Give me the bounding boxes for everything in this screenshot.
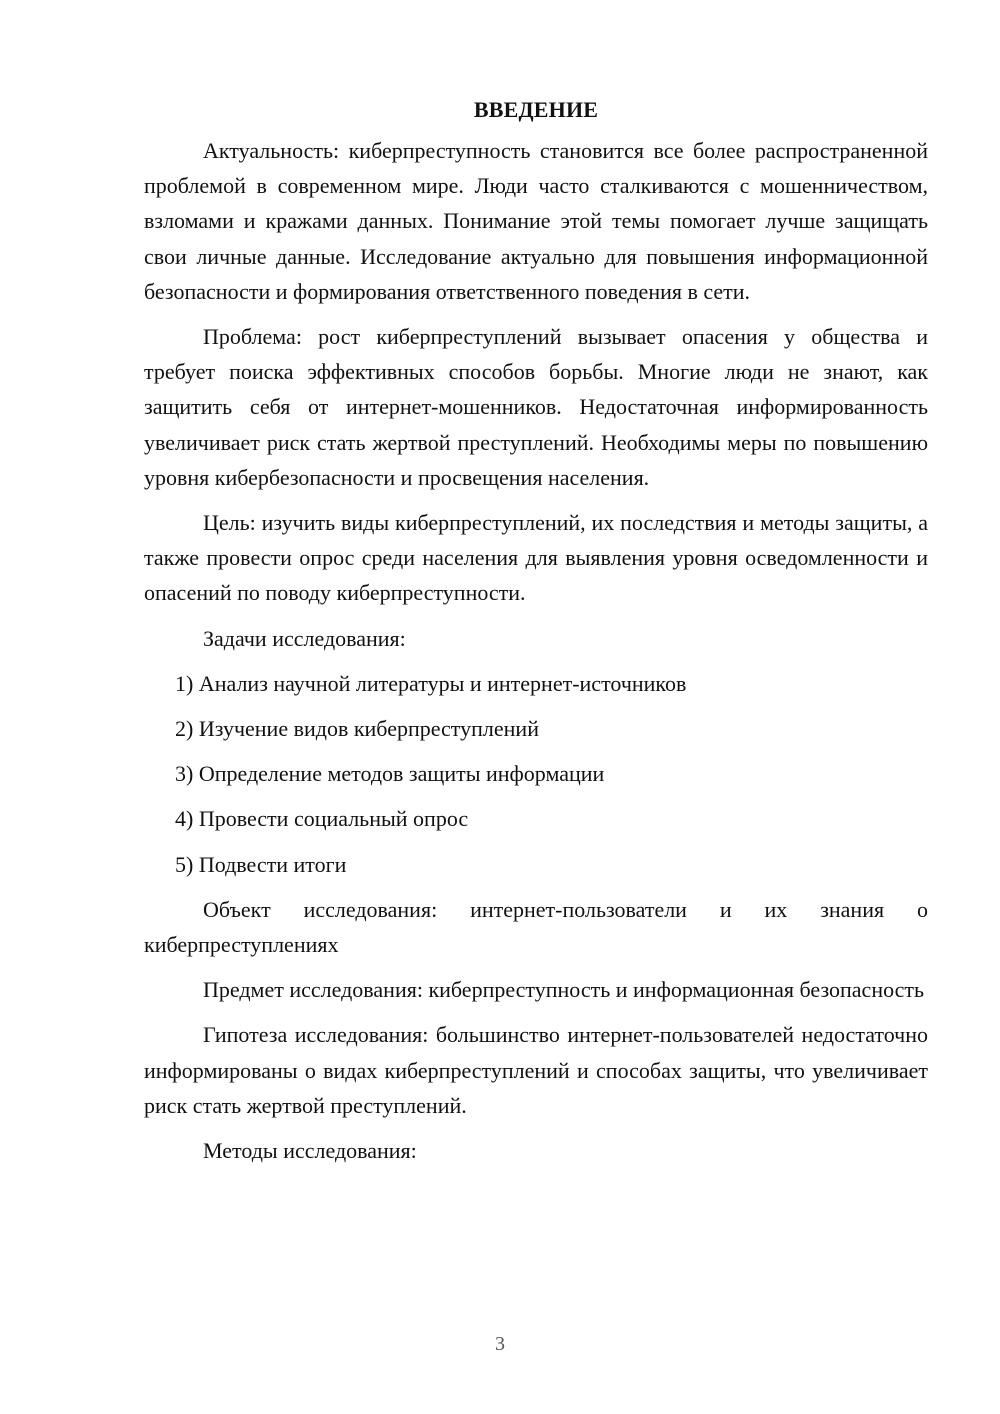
page-content xyxy=(144,92,928,1178)
object-paragraph: Объект исследования: интернет-пользователи и их знания о киберпреступлениях xyxy=(144,896,928,958)
section-title: ВВЕДЕНИЕ xyxy=(473,97,599,122)
tasks-heading: Задачи исследования: xyxy=(203,625,406,651)
task-item: 5) Подвести итоги xyxy=(175,851,347,877)
problem-paragraph: Проблема: рост киберпреступлений вызывает опасения у общества и требует поиска эффективных способов борьбы. Многие люди не знают, как защитить себя от интернет-мошенников. Недостаточная информированность увеличивает риск стать жертвой преступлений. Необходимы меры по повышению уровня кибербезопасности и просвещения населения. xyxy=(144,324,928,490)
task-item: 4) Провести социальный опрос xyxy=(175,806,469,832)
task-item: 3) Определение методов защиты информации xyxy=(175,761,605,787)
task-item: 1) Анализ научной литературы и интернет-источников xyxy=(175,670,687,696)
subject-paragraph: Предмет исследования: киберпреступность и информационная безопасность xyxy=(203,977,925,1003)
goal-paragraph: Цель: изучить виды киберпреступлений, их последствия и методы защиты, а также провести опрос среди населения для выявления уровня осведомленности и опасений по поводу киберпреступности. xyxy=(144,510,928,606)
relevance-paragraph: Актуальность: киберпреступность становится все более распространенной проблемой в современном мире. Люди часто сталкиваются с мошенничеством, взломами и кражами данных. Понимание этой темы помогает лучше защищать свои личные данные. Исследование актуально для повышения информационной безопасности и формирования ответственного поведения в сети. xyxy=(144,138,928,304)
hypothesis-paragraph: Гипотеза исследования: большинство интернет-пользователей недостаточно информированы о видах киберпреступлений и способах защиты, что увеличивает риск стать жертвой преступлений. xyxy=(144,1022,928,1118)
page-number: 3 xyxy=(495,1333,505,1355)
methods-heading: Методы исследования: xyxy=(203,1138,417,1164)
task-item: 2) Изучение видов киберпреступлений xyxy=(175,716,539,742)
